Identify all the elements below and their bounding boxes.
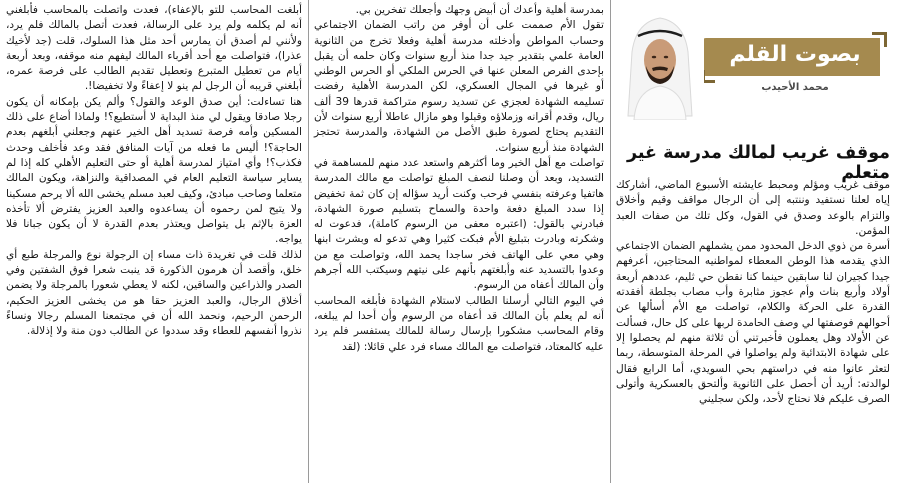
column-header xyxy=(610,0,897,126)
author-photo xyxy=(616,4,704,120)
author-name: محمد الأحيدب xyxy=(761,82,829,93)
article-column-3: أبلغت المحاسب للتو بالإعفاء)، فعدت واتصلت بالمحاسب فأبلغني أنه لم يكلمه ولم يرد على الرسالة، فعدت أتصل بالمالك فلم يرد، ولأنني لم أصدق أن يمارس أحد مثل هذا السلوك، قلت (جد لأخيك عذرا)، فتواصلت مع أحد أقرباء المالك ليفهم منه موقفه، وبعد أربعة أيام من تعطيل المتبرع وتعطيل تقديم الطالب على فرصة عمره، أبلغني قريبه أن الرجل لم ينو لا إعفاءً ولا تخفيضا!. هنا تساءلت: أين صدق الوعد والقول؟ وألم يكن بإمكانه أن يكون رجلا صادقا ويقول لي منذ البداية لا أستطيع؟! ولماذا أضاع على ذلك المسكين وأمه فرصة تسديد أهل الخير عنهم وجعلني أبلغهم بعدم الحاجة؟! أليس ما فعله من آيات المنافق فقد وعد فأخلف وحدث فكذب؟! وأي امتياز لمدرسة أهلية أو حتى التعليم الأهلي كله إذا لم يساير سياسة التعليم العام في المصداقية والنزاهة، ويكون المالك متعلما وصاحب مبادئ، وكيف لعبد مسلم يخشى الله ألا يرحم مسكينا ولا يتيح لمن رحموه أن يساعدوه والعبد العزيز يفترض ألا تأخذه العزة بالإثم بل يتواصل ويعتذر بعدم القدرة لا أن يكون جبانا فلا يواجه. لذلك قلت في تغريدة ذات مساء إن الرجولة نوع والمرجلة طبع أي خلق، وأقصد أن هرمون الذكورة قد ينبت شعرا فوق الشفتين وفي الصدر والذراعين والساقين، لكنه لا يعطي شعورا بالمرجلة ولا يضمن أخلاق الرجال، والعبد العزيز حقا هو من يخشى العزيز الحكيم، الرحمن الرحيم، ونحمد الله أن في مجتمعنا المسلم رجالا ونساءً نذروا أنفسهم للعطاء وقد سددوا عن الطالب دون منة ولا إذلالة. xyxy=(6,4,302,338)
column-title: بصوت القلم xyxy=(729,42,861,67)
article-headline: موقف غريب لمالك مدرسة غير متعلم xyxy=(627,143,890,183)
column-rule xyxy=(308,0,309,483)
article-column-1: موقف غريب ومؤلم ومحبط عايشته الأسبوع الماضي، أشاركك إياه لعلنا نستفيد وننتبه إلى أن الرجال مواقف وقيم وأخلاق والتزام بالوعد وصدق في القول، وكل تلك من صفات العبد المؤمن. أسرة من ذوي الدخل المحدود ممن يشملهم الضمان الاجتماعي الذي يقدمه هذا الوطن المعطاء لمواطنيه المحتاجين، أعرفهم جيدا كجيران لنا سابقين حينما كنا نقطن حي ثليم، عددهم أربعة أولاد وأربع بنات وأم عجوز مثابرة وأب مصاب بجلطة أفقدته القدرة على الحركة والكلام، تواصلت مع الأم أسألها عن أحوالهم فوصفتها لي وصف الحامدة لربها على كل حال، فسألت عن الأولاد وهل يعملون فأخبرتني أن ثلاثة منهم لم يحصلوا إلا على شهادة الابتدائية ولم يواصلوا في المرحلة المتوسطة، ربما لتعثر عانوا منه في دراستهم بحي السويدي، أما الرابع فقال لوالدته: أريد أن أحصل على الثانوية وألتحق بالعسكرية وأتولى الصرف عليكم فلا نحتاج لأحد، ولكن سجليني xyxy=(616,179,890,406)
article-column-2: بمدرسة أهلية وأعدك أن أبيض وجهك وأجعلك تفخرين بي. تقول الأم صممت على أن أوفر من راتب الضمان الاجتماعي وحساب المواطن وأدخلته مدرسة أهلية وفعلا تخرج من الثانوية العامة علمي بتقدير جيد جدا منذ أربع سنوات وكان حلمه أن يقبل بإحدى الفرص المعلن عنها في الحرس الملكي أو الحرس الوطني أو غيرها في المجال العسكري، لكن المدرسة الأهلية رفضت تسليمه الشهادة لعجزي عن تسديد رسوم متراكمة قدرها 39 ألف ريال، وقدم أقرانه وزملاؤه وقبلوا وهو مازال عاطلا أربع سنوات لأن التقديم يحتاج لصورة طبق الأصل من الشهادة، والمدرسة تحتجز الشهادة منذ أربع سنوات. تواصلت مع أهل الخير وما أكثرهم واستعد عدد منهم للمساهمة في التسديد، وبعد أن وصلنا لنصف المبلغ تواصلت مع مالك المدرسة هاتفيا وعرفته بنفسي فرحب وكنت أريد سؤاله إن كان ثمة تخفيض إذا سدد المبلغ دفعة واحدة والسماح بتسليم صورة الشهادة، فبادرني بالقول: (اعتبره معفى من الرسوم كاملة)، فدعوت له وشكرته وبادرت بتبليغ الأم فبكت كثيرا وهي تدعو له وبشرت ابنها وهي معي على الهاتف فخر ساجدا يحمد الله، وتواصلت مع من وعدوا بالتسديد عنه وأبلغتهم بأنهم على نيتهم وسيكتب الله أجرهم وأن المالك أعفاه من الرسوم. في اليوم التالي أرسلنا الطالب لاستلام الشهادة فأبلغه المحاسب أنه لم يعلم بأن المالك قد أعفاه من الرسوم وأن أحدا لم يبلغه، وقام المحاسب مشكورا بإرسال رسالة للمالك يستفسر فلم يرد عليه كالمعتاد، فتواصلت مع المالك مساء فرد علي قائلا: (لقد xyxy=(314,4,604,353)
